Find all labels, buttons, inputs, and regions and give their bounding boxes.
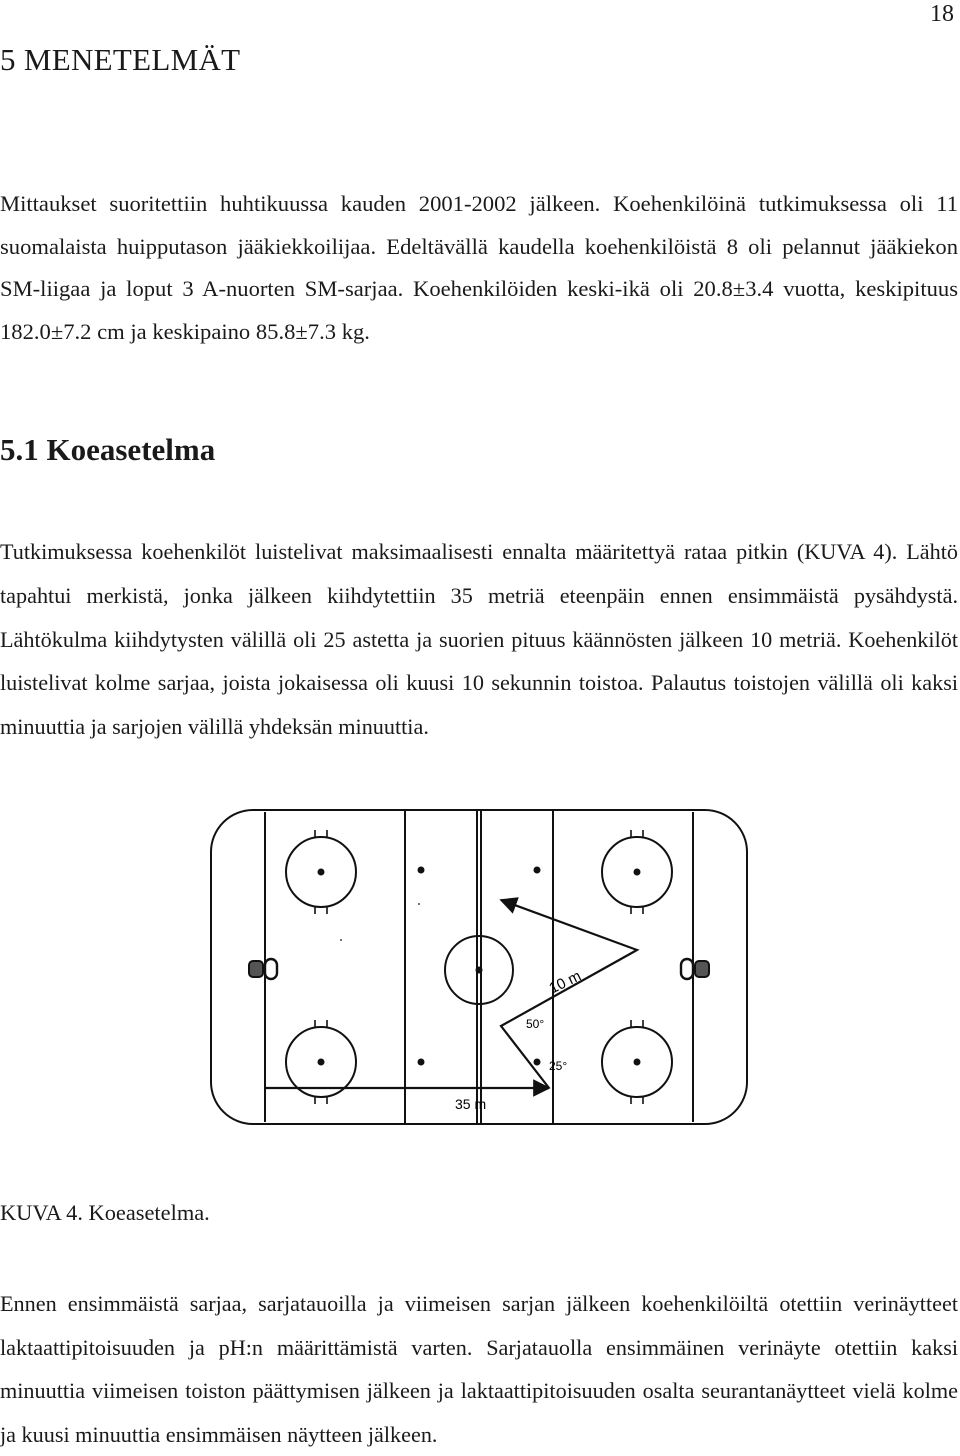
section-heading: 5.1 Koeasetelma	[0, 432, 216, 467]
page-number: 18	[930, 1, 954, 27]
label-10m: 10 m	[546, 967, 584, 998]
label-35m: 35 m	[455, 1096, 487, 1112]
label-50-degrees: 50°	[526, 1017, 545, 1031]
figure-caption: KUVA 4. Koeasetelma.	[0, 1200, 210, 1225]
paragraph-participants: Mittaukset suoritettiin huhtikuussa kauden 2001-2002 jälkeen. Koehenkilöinä tutkimuksessa oli 11 suomalaista huipputason jääkiekkoilijaa. Edeltävällä kaudella koehenkilöistä 8 oli pelannut jääkiekon SM-liigaa ja loput 3 A-nuorten SM-sarjaa. Koehenkilöiden keski-ikä oli 20.8±3.4 vuotta, keskipituus 182.0±7.2 cm ja keskipaino 85.8±7.3 kg.	[0, 191, 958, 344]
paragraph-test-setup: Tutkimuksessa koehenkilöt luistelivat maksimaalisesti ennalta määritettyä rataa pitkin (KUVA 4). Lähtö tapahtui merkistä, jonka jälkeen kiihdytettiin 35 metriä eteenpäin ennen ensimmäistä pysähdystä. Lähtökulma kiihdytysten välillä oli 25 astetta ja suorien pituus käännösten jälkeen 10 metriä. Koehenkilöt luistelivat kolme sarjaa, joista jokaisessa oli kuusi 10 sekunnin toistoa. Palautus toistojen välillä oli kaksi minuuttia ja sarjojen välillä yhdeksän minuuttia.	[0, 539, 958, 740]
faceoff-dot	[318, 869, 325, 876]
label-25-degrees: 25°	[549, 1059, 568, 1073]
course-zigzag	[501, 900, 637, 1088]
ice-rink-diagram	[205, 804, 753, 1130]
goal-left	[249, 961, 263, 977]
paragraph-blood-samples: Ennen ensimmäistä sarjaa, sarjatauoilla ja viimeisen sarjan jälkeen koehenkilöiltä otettiin verinäytteet laktaattipitoisuuden ja pH:n määrittämistä varten. Sarjatauolla ensimmäinen verinäyte otettiin kaksi minuuttia viimeisen toiston päättymisen jälkeen ja laktaattipitoisuuden osalta seurantanäytteet vielä kolme ja kuusi minuuttia ensimmäisen näytteen jälkeen.	[0, 1291, 958, 1447]
chapter-heading: 5 MENETELMÄT	[0, 42, 241, 77]
goal-right	[695, 961, 709, 977]
